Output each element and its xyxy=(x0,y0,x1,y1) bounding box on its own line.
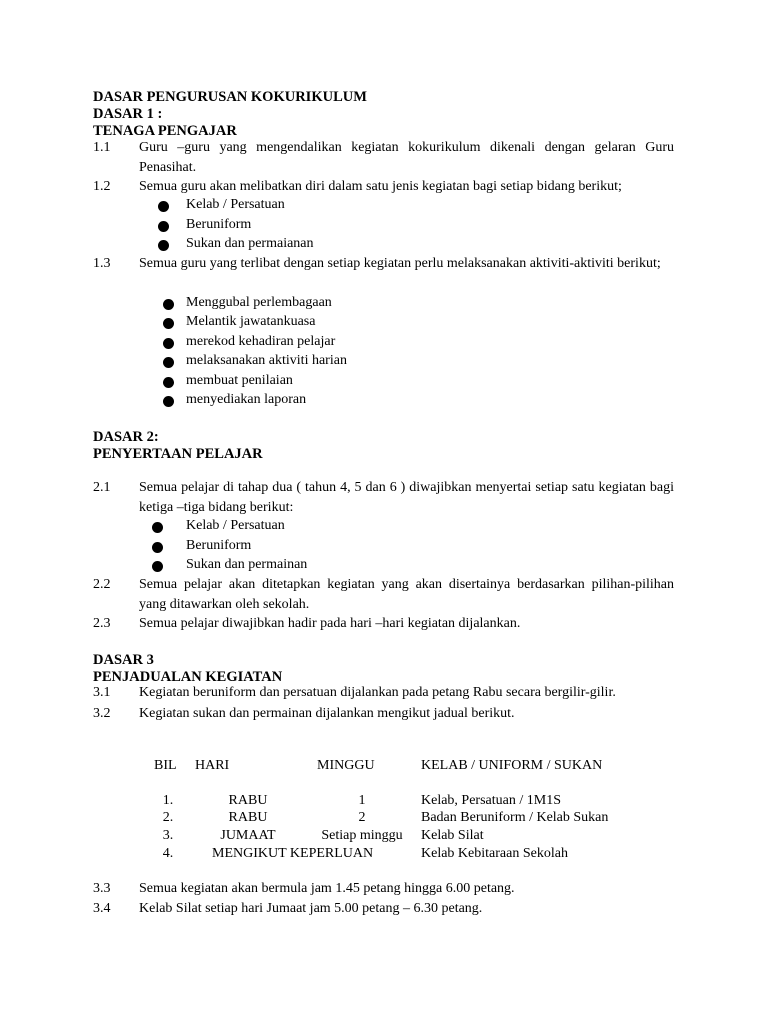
row-kelab: Kelab Kebitaraan Sekolah xyxy=(421,846,568,861)
row-minggu: 1 xyxy=(358,793,366,808)
list-item: menyediakan laporan xyxy=(186,392,307,407)
row-hari: RABU xyxy=(228,810,268,825)
item-text: Semua guru yang terlibat dengan setiap kegiatan perlu melaksanakan aktiviti-aktiviti berikut; xyxy=(139,256,661,271)
row-hari: RABU xyxy=(228,793,268,808)
item-number: 3.4 xyxy=(93,901,111,916)
row-bil: 1. xyxy=(162,793,174,808)
bullet-icon xyxy=(163,396,174,407)
row-kelab: Kelab Silat xyxy=(421,828,484,843)
table-header-hari: HARI xyxy=(195,758,230,773)
dasar2-heading: DASAR 2: xyxy=(93,429,159,445)
list-item: Melantik jawatankuasa xyxy=(186,314,316,329)
dasar3-subheading: PENJADUALAN KEGIATAN xyxy=(93,669,283,685)
dasar1-subheading: TENAGA PENGAJAR xyxy=(93,123,237,139)
row-bil: 3. xyxy=(162,828,174,843)
bullet-icon xyxy=(163,299,174,310)
item-text: Semua guru akan melibatkan diri dalam satu jenis kegiatan bagi setiap bidang berikut; xyxy=(139,179,622,194)
bullet-icon xyxy=(163,377,174,388)
row-kelab: Kelab, Persatuan / 1M1S xyxy=(421,793,561,808)
item-text: Semua pelajar akan ditetapkan kegiatan yang akan disertainya berdasarkan pilihan-pilihan yang ditawarkan oleh sekolah. xyxy=(139,577,674,612)
bullet-icon xyxy=(158,201,169,212)
dasar1-heading: DASAR 1 : xyxy=(93,106,163,122)
row-minggu: Setiap minggu xyxy=(321,828,403,843)
item-number: 2.2 xyxy=(93,577,111,592)
row-kelab: Badan Beruniform / Kelab Sukan xyxy=(421,810,609,825)
list-item: Kelab / Persatuan xyxy=(186,197,285,212)
bullet-icon xyxy=(163,357,174,368)
list-item: Sukan dan permainan xyxy=(186,557,308,572)
list-item: melaksanakan aktiviti harian xyxy=(186,353,347,368)
row-bil: 4. xyxy=(162,846,174,861)
list-item: Sukan dan permaianan xyxy=(186,236,314,251)
bullet-icon xyxy=(163,318,174,329)
list-item: membuat penilaian xyxy=(186,373,293,388)
table-header-kelab: KELAB / UNIFORM / SUKAN xyxy=(421,758,603,773)
item-text: Semua pelajar diwajibkan hadir pada hari –hari kegiatan dijalankan. xyxy=(139,616,521,631)
item-number: 1.2 xyxy=(93,179,111,194)
list-item: merekod kehadiran pelajar xyxy=(186,334,336,349)
bullet-icon xyxy=(158,240,169,251)
bullet-icon xyxy=(163,338,174,349)
item-number: 3.2 xyxy=(93,706,111,721)
item-text: Semua kegiatan akan bermula jam 1.45 petang hingga 6.00 petang. xyxy=(139,881,515,896)
bullet-icon xyxy=(158,221,169,232)
item-number: 3.3 xyxy=(93,881,111,896)
table-header-bil: BIL xyxy=(154,758,177,773)
dasar2-subheading: PENYERTAAN PELAJAR xyxy=(93,446,263,462)
item-number: 2.1 xyxy=(93,480,111,495)
item-number: 1.1 xyxy=(93,140,111,155)
list-item: Beruniform xyxy=(186,217,252,232)
item-text: Kegiatan sukan dan permainan dijalankan mengikut jadual berikut. xyxy=(139,706,515,721)
table-header-minggu: MINGGU xyxy=(317,758,375,773)
dasar3-heading: DASAR 3 xyxy=(93,652,154,668)
bullet-icon xyxy=(152,522,163,533)
item-number: 1.3 xyxy=(93,256,111,271)
bullet-icon xyxy=(152,561,163,572)
list-item: Kelab / Persatuan xyxy=(186,518,285,533)
row-hari: JUMAAT xyxy=(220,828,276,843)
item-text: Guru –guru yang mengendalikan kegiatan kokurikulum dikenali dengan gelaran Guru Penasihat. xyxy=(139,140,674,175)
list-item: Menggubal perlembagaan xyxy=(186,295,332,310)
item-text: Kelab Silat setiap hari Jumaat jam 5.00 petang – 6.30 petang. xyxy=(139,901,483,916)
document-title: DASAR PENGURUSAN KOKURIKULUM xyxy=(93,89,367,105)
item-text: Semua pelajar di tahap dua ( tahun 4, 5 dan 6 ) diwajibkan menyertai setiap satu kegiatan bagi ketiga –tiga bidang berikut: xyxy=(139,480,674,515)
row-minggu: 2 xyxy=(358,810,366,825)
item-number: 2.3 xyxy=(93,616,111,631)
item-number: 3.1 xyxy=(93,685,111,700)
bullet-icon xyxy=(152,542,163,553)
row-hari: MENGIKUT KEPERLUAN xyxy=(212,846,374,861)
row-bil: 2. xyxy=(162,810,174,825)
list-item: Beruniform xyxy=(186,538,252,553)
item-text: Kegiatan beruniform dan persatuan dijalankan pada petang Rabu secara bergilir-gilir. xyxy=(139,685,616,700)
